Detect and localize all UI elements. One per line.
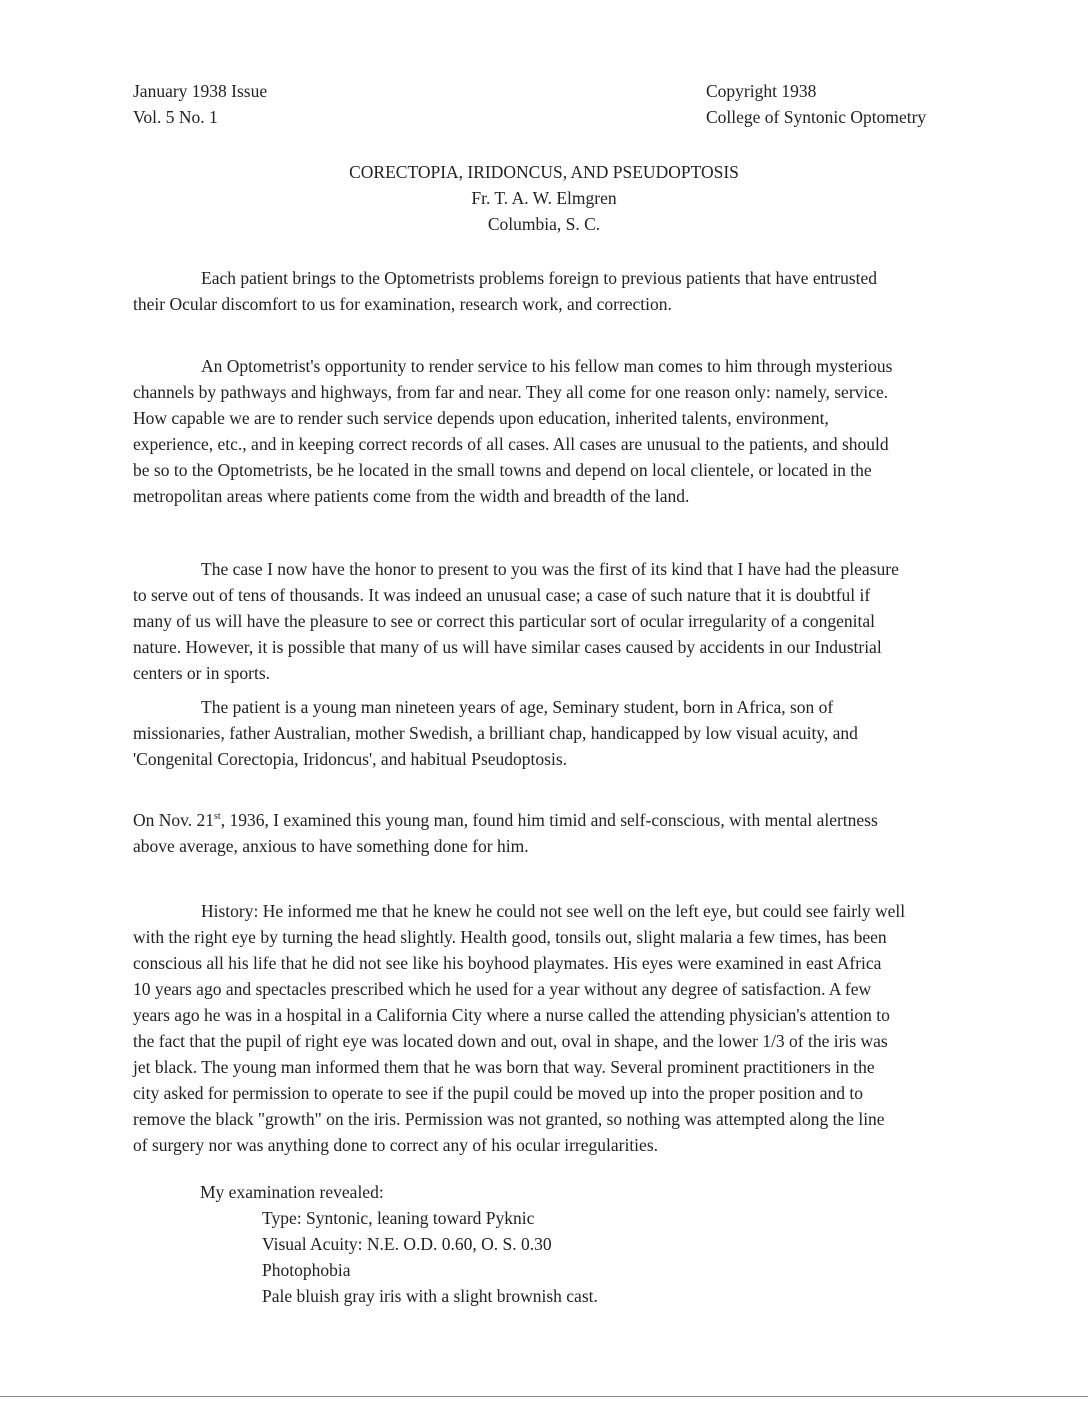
paragraph-2	[133, 353, 993, 509]
paragraph-line: be so to the Optometrists, be he located in the small towns and depend on local clientele, or located in the	[133, 460, 872, 480]
paragraph-line: the fact that the pupil of right eye was located down and out, oval in shape, and the lower 1/3 of the iris was	[133, 1031, 888, 1051]
paragraph-line: How capable we are to render such service depends upon education, inherited talents, environment,	[133, 408, 829, 428]
issue-info	[133, 78, 267, 130]
exam-intro: My examination revealed:	[200, 1182, 384, 1202]
paragraph-line: channels by pathways and highways, from far and near. They all come for one reason only: namely, service.	[133, 382, 889, 402]
paragraph-line: their Ocular discomfort to us for examination, research work, and correction.	[133, 294, 672, 314]
copyright-year: Copyright 1938	[706, 81, 817, 101]
paragraph-5	[133, 807, 993, 859]
paragraph-history	[133, 898, 993, 1158]
article-title: CORECTOPIA, IRIDONCUS, AND PSEUDOPTOSIS	[349, 162, 739, 182]
author: Fr. T. A. W. Elmgren	[471, 188, 617, 208]
paragraph-line: of surgery nor was anything done to correct any of his ocular irregularities.	[133, 1135, 658, 1155]
text: , 1936, I examined this young man, found him timid and self-conscious, with mental alertness	[220, 810, 878, 830]
paragraph-line: metropolitan areas where patients come from the width and breadth of the land.	[133, 486, 690, 506]
footer-rule	[0, 1396, 1088, 1397]
paragraph-line: An Optometrist's opportunity to render service to his fellow man comes to him through mysterious	[201, 356, 893, 376]
title-block	[0, 159, 1088, 237]
exam-item: Photophobia	[262, 1260, 351, 1280]
issue-date: January 1938 Issue	[133, 81, 268, 101]
text: On Nov. 21	[133, 810, 215, 830]
publisher: College of Syntonic Optometry	[706, 107, 927, 127]
paragraph-3	[133, 556, 993, 686]
paragraph-4	[133, 694, 993, 772]
paragraph-line: centers or in sports.	[133, 663, 271, 683]
paragraph-line: Each patient brings to the Optometrists problems foreign to previous patients that have entrusted	[201, 268, 878, 288]
paragraph-1	[133, 265, 993, 317]
examination-findings	[200, 1179, 598, 1309]
paragraph-line: History: He informed me that he knew he could not see well on the left eye, but could see fairly well	[201, 901, 906, 921]
exam-item: Visual Acuity: N.E. O.D. 0.60, O. S. 0.30	[262, 1234, 552, 1254]
exam-item: Pale bluish gray iris with a slight brownish cast.	[262, 1286, 598, 1306]
exam-item: Type: Syntonic, leaning toward Pyknic	[262, 1208, 535, 1228]
paragraph-line: 'Congenital Corectopia, Iridoncus', and habitual Pseudoptosis.	[133, 749, 568, 769]
paragraph-line: jet black. The young man informed them that he was born that way. Several prominent practitioners in the	[133, 1057, 875, 1077]
paragraph-line: experience, etc., and in keeping correct records of all cases. All cases are unusual to the patients, and should	[133, 434, 889, 454]
ordinal-suffix: st	[214, 811, 221, 823]
paragraph-line: years ago he was in a hospital in a California City where a nurse called the attending physician's attention to	[133, 1005, 890, 1025]
paragraph-line: The patient is a young man nineteen years of age, Seminary student, born in Africa, son of	[201, 697, 834, 717]
paragraph-line: remove the black "growth" on the iris. Permission was not granted, so nothing was attempted along the line	[133, 1109, 885, 1129]
paragraph-line: The case I now have the honor to present to you was the first of its kind that I have had the pleasure	[201, 559, 899, 579]
paragraph-line: conscious all his life that he did not see like his boyhood playmates. His eyes were examined in east Africa	[133, 953, 882, 973]
copyright-info	[706, 78, 926, 130]
paragraph-line: nature. However, it is possible that many of us will have similar cases caused by accidents in our Industrial	[133, 637, 882, 657]
author-location: Columbia, S. C.	[487, 214, 601, 234]
paragraph-line: to serve out of tens of thousands. It was indeed an unusual case; a case of such nature that it is doubtful if	[133, 585, 871, 605]
paragraph-line: 10 years ago and spectacles prescribed which he used for a year without any degree of satisfaction. A few	[133, 979, 872, 999]
paragraph-line: missionaries, father Australian, mother Swedish, a brilliant chap, handicapped by low visual acuity, and	[133, 723, 858, 743]
paragraph-line: city asked for permission to operate to see if the pupil could be moved up into the proper position and to	[133, 1083, 863, 1103]
paragraph-line	[133, 807, 993, 833]
volume-number: Vol. 5 No. 1	[133, 107, 218, 127]
paragraph-line: with the right eye by turning the head slightly. Health good, tonsils out, slight malaria a few times, has been	[133, 927, 887, 947]
paragraph-line: many of us will have the pleasure to see or correct this particular sort of ocular irregularity of a congenital	[133, 611, 876, 631]
paragraph-line: above average, anxious to have something done for him.	[133, 836, 529, 856]
